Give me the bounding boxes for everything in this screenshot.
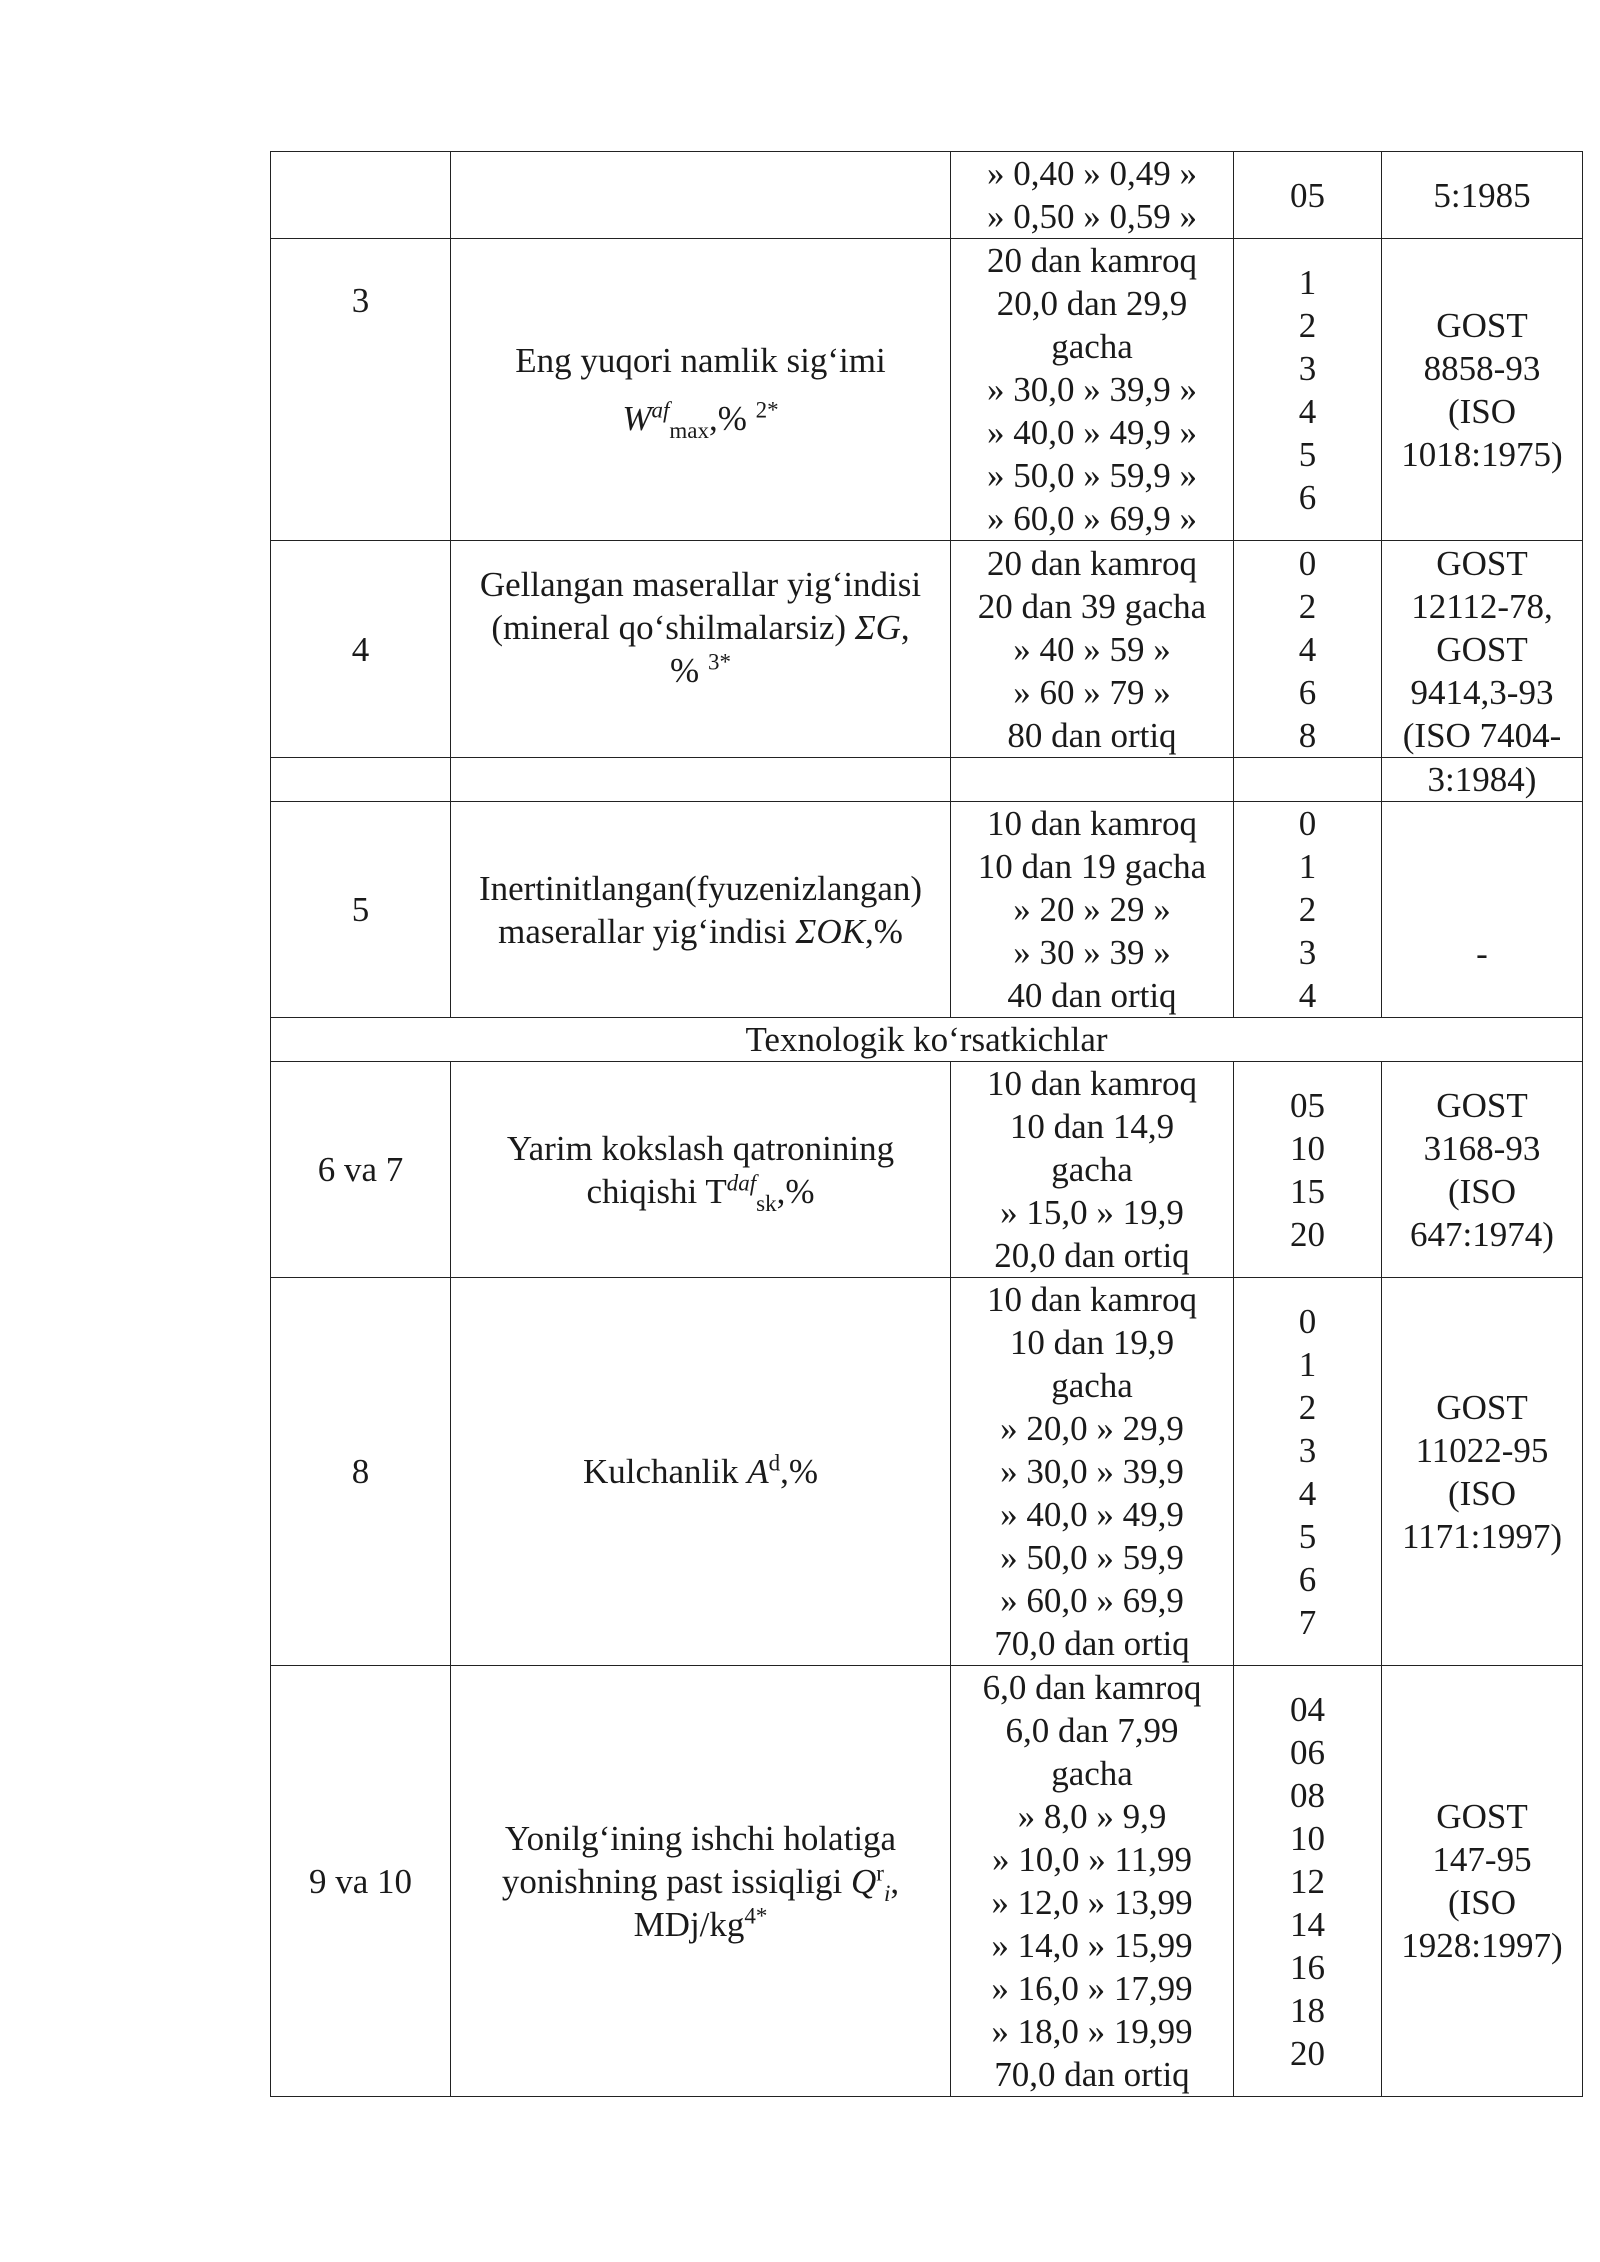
indicator-subscript: sk (756, 1190, 777, 1216)
code-cell (1234, 1666, 1382, 2097)
standard-value: (ISO 7404- (1402, 715, 1562, 755)
indicator-text: Eng yuqori namlik sig‘imi (515, 341, 886, 380)
code-value: 2 (1298, 890, 1317, 929)
range-value: » 60,0 » 69,9 » (987, 499, 1197, 538)
standard-value: GOST (1436, 543, 1528, 583)
code-value: 3 (1298, 348, 1317, 388)
range-value: » 40,0 » 49,9 » (987, 413, 1197, 452)
range-value: gacha (1051, 1366, 1133, 1405)
row-number: 8 (351, 1452, 370, 1491)
range-value: » 60 » 79 » (1013, 672, 1171, 712)
standard-cell (1382, 239, 1583, 541)
code-value: 18 (1290, 1990, 1325, 2030)
range-value: 80 dan ortiq (1007, 715, 1177, 755)
code-value: 1 (1298, 1344, 1317, 1384)
standard-value: 5:1985 (1433, 175, 1531, 215)
indicator-text: Yarim kokslash qatronining (506, 1128, 895, 1168)
standard-cell (1382, 1278, 1583, 1666)
standard-value: - (1476, 934, 1488, 973)
range-value: » 30 » 39 » (1013, 933, 1171, 972)
row-number-cell (271, 1666, 451, 2097)
standard-value: GOST (1436, 1797, 1528, 1836)
table-row (271, 152, 1583, 239)
code-value: 1 (1298, 847, 1317, 886)
indicator-subscript: max (669, 418, 709, 443)
range-value: gacha (1051, 1150, 1133, 1189)
code-value: 5 (1298, 1516, 1317, 1556)
code-value: 7 (1298, 1602, 1317, 1642)
row-number-cell (271, 239, 451, 541)
range-value: 20 dan 39 gacha (977, 586, 1207, 626)
indicator-formula: chiqishi $T^{daf}_{sk},\%$ (586, 1169, 815, 1216)
indicator-formula: Kulchanlik $A^d,\%$ (582, 1450, 819, 1491)
indicator-symbol: W (622, 399, 652, 438)
standard-value: 647:1974) (1410, 1214, 1554, 1254)
code-value: 4 (1298, 391, 1317, 431)
range-cell (951, 1062, 1234, 1278)
range-cell (951, 802, 1234, 1018)
row-number: 9 va 10 (308, 1861, 413, 1901)
indicator-cell (451, 802, 951, 1018)
range-value: » 18,0 » 19,99 (991, 2012, 1193, 2051)
standard-value: GOST (1436, 629, 1528, 669)
indicator-unit: MDj/$kg^{4*}$ (633, 1902, 768, 1944)
standard-value: 1018:1975) (1401, 434, 1563, 474)
standard-cell (1382, 152, 1583, 239)
code-value: 04 (1290, 1689, 1325, 1729)
code-value: 2 (1298, 586, 1317, 626)
code-cell (1234, 239, 1382, 541)
code-cell (1234, 1278, 1382, 1666)
range-value: » 16,0 » 17,99 (991, 1969, 1193, 2008)
row-number-cell (271, 152, 451, 239)
range-cell (951, 152, 1234, 239)
standard-value: 3168-93 (1423, 1128, 1541, 1168)
row-number: 6 va 7 (317, 1150, 404, 1189)
table-row (271, 541, 1583, 758)
code-value: 6 (1298, 477, 1317, 517)
indicator-cell (451, 758, 951, 802)
code-value: 12 (1290, 1861, 1325, 1901)
code-cell (1234, 758, 1382, 802)
code-value: 05 (1290, 175, 1325, 215)
indicator-cell (451, 1062, 951, 1278)
standard-value: 9414,3-93 (1410, 672, 1554, 712)
range-value: gacha (1051, 1754, 1133, 1793)
indicator-cell (451, 541, 951, 758)
range-cell (951, 758, 1234, 802)
range-value: 10 dan kamroq (987, 1064, 1197, 1103)
indicator-unit: ,% (709, 399, 747, 438)
range-value: 20 dan kamroq (987, 241, 1197, 280)
indicator-cell (451, 152, 951, 239)
code-value: 4 (1298, 629, 1317, 669)
standard-value: 11022-95 (1415, 1430, 1549, 1470)
row-number-cell (271, 802, 451, 1018)
code-value: 05 (1290, 1085, 1325, 1125)
row-number-cell (271, 1278, 451, 1666)
code-value: 06 (1290, 1732, 1325, 1772)
code-value: 0 (1298, 543, 1317, 583)
range-cell (951, 541, 1234, 758)
range-value: 20 dan kamroq (987, 543, 1197, 583)
row-number-cell (271, 758, 451, 802)
row-number: 4 (351, 629, 370, 669)
code-value: 8 (1298, 715, 1317, 755)
row-number: 3 (351, 281, 370, 320)
range-value: 20,0 dan ortiq (994, 1236, 1190, 1275)
range-value: 6,0 dan kamroq (982, 1668, 1202, 1707)
standard-cell (1382, 802, 1583, 1018)
indicator-cell (451, 1666, 951, 2097)
code-value: 20 (1290, 2033, 1325, 2073)
indicator-superscript: r (876, 1859, 884, 1885)
code-value: 0 (1298, 804, 1317, 843)
code-value: 2 (1298, 305, 1317, 345)
range-value: 40 dan ortiq (1007, 976, 1177, 1015)
indicator-cell (451, 1278, 951, 1666)
code-cell (1234, 152, 1382, 239)
indicator-symbol: ΣOK (795, 911, 865, 951)
standard-cell (1382, 1062, 1583, 1278)
indicator-unit: % $^{3*}$ (670, 649, 731, 690)
range-value: » 15,0 » 19,9 (1000, 1193, 1184, 1232)
indicator-symbol: ΣG (854, 608, 901, 647)
footnote-mark: 3* (707, 649, 731, 675)
range-value: » 50,0 » 59,9 » (987, 456, 1197, 495)
code-value: 10 (1290, 1128, 1325, 1168)
range-cell (951, 1666, 1234, 2097)
indicator-symbol: A (747, 1452, 769, 1491)
row-number: 5 (351, 890, 370, 929)
code-cell (1234, 1062, 1382, 1278)
indicator-superscript: d (768, 1450, 781, 1476)
range-value: » 40,0 » 49,9 (1000, 1495, 1184, 1534)
range-value: 20,0 dan 29,9 (996, 284, 1188, 323)
range-value: 70,0 dan ortiq (994, 2055, 1190, 2094)
standard-value: GOST (1436, 305, 1528, 345)
table-row (271, 758, 1583, 802)
standard-value: (ISO (1447, 391, 1517, 431)
standard-value: (ISO (1447, 1171, 1517, 1211)
indicator-text: Inertinitlangan(fyuzenizlangan) (478, 868, 923, 908)
table-row (271, 1062, 1583, 1278)
code-value: 20 (1290, 1214, 1325, 1254)
indicator-superscript: af (651, 397, 670, 423)
standards-table (270, 151, 1583, 2097)
range-value: » 20 » 29 » (1013, 890, 1171, 929)
standard-value: 147-95 (1432, 1840, 1532, 1879)
range-value: » 40 » 59 » (1013, 629, 1171, 669)
table-row (271, 1278, 1583, 1666)
indicator-subscript: i (883, 1880, 891, 1906)
code-value: 2 (1298, 1387, 1317, 1427)
standard-cell (1382, 1666, 1583, 2097)
code-value: 1 (1298, 262, 1317, 302)
range-cell (951, 1278, 1234, 1666)
standard-cell (1382, 541, 1583, 758)
range-value: 10 dan kamroq (987, 1280, 1197, 1319)
footnote-mark: 4* (744, 1902, 768, 1928)
code-value: 3 (1298, 1430, 1317, 1470)
range-value: » 20,0 » 29,9 (1000, 1409, 1184, 1448)
code-value: 3 (1298, 933, 1317, 972)
table-row (271, 1666, 1583, 2097)
section-heading: Texnologik ko‘rsatkichlar (271, 1018, 1583, 1062)
code-value: 6 (1298, 672, 1317, 712)
range-cell (951, 239, 1234, 541)
range-value: » 0,50 » 0,59 » (987, 197, 1197, 236)
standard-value: 8858-93 (1423, 348, 1541, 388)
indicator-formula: yonishning past issiqligi $Q^r_i$, (501, 1859, 900, 1906)
table-row (271, 239, 1583, 541)
code-value: 16 (1290, 1947, 1325, 1987)
indicator-text: Yonilg‘ining ishchi holatiga (504, 1818, 897, 1858)
code-value: 15 (1290, 1171, 1325, 1211)
range-value: 10 dan 19,9 (1009, 1323, 1175, 1362)
standard-value: GOST (1436, 1387, 1528, 1427)
code-cell (1234, 802, 1382, 1018)
code-value: 4 (1298, 976, 1317, 1015)
code-cell (1234, 541, 1382, 758)
standard-value: (ISO (1447, 1883, 1517, 1922)
code-value: 4 (1298, 1473, 1317, 1513)
range-value: » 12,0 » 13,99 (991, 1883, 1193, 1922)
range-value: » 0,40 » 0,49 » (987, 154, 1197, 193)
standard-value: 1928:1997) (1401, 1926, 1563, 1965)
range-value: » 14,0 » 15,99 (991, 1926, 1193, 1965)
range-value: gacha (1051, 327, 1133, 366)
range-value: » 60,0 » 69,9 (1000, 1581, 1184, 1620)
indicator-text: maserallar yig‘indisi ΣOK,% (498, 911, 903, 951)
indicator-symbol: Q (850, 1861, 877, 1901)
standard-value: 3:1984) (1427, 760, 1537, 799)
range-value: » 50,0 » 59,9 (1000, 1538, 1184, 1577)
standard-value: GOST (1436, 1085, 1528, 1125)
range-value: 70,0 dan ortiq (994, 1624, 1190, 1663)
standard-value: 12112-78, (1411, 586, 1553, 626)
range-value: 6,0 dan 7,99 (1005, 1711, 1179, 1750)
table-row (271, 802, 1583, 1018)
code-value: 5 (1298, 434, 1317, 474)
range-value: » 10,0 » 11,99 (992, 1840, 1192, 1879)
code-value: 14 (1290, 1904, 1325, 1944)
range-value: 10 dan 14,9 (1009, 1107, 1175, 1146)
row-number-cell (271, 541, 451, 758)
code-value: 08 (1290, 1775, 1325, 1815)
indicator-superscript: daf (726, 1169, 757, 1195)
row-number-cell (271, 1062, 451, 1278)
range-value: 10 dan 19 gacha (977, 847, 1207, 886)
indicator-formula (459, 397, 942, 443)
code-value: 6 (1298, 1559, 1317, 1599)
standard-value: 1171:1997) (1401, 1516, 1563, 1556)
indicator-text: Gellangan maserallar yig‘indisi (479, 565, 922, 604)
range-value: » 8,0 » 9,9 (1017, 1797, 1167, 1836)
standard-cell (1382, 758, 1583, 802)
standard-value: (ISO (1447, 1473, 1517, 1513)
indicator-text: (mineral qo‘shilmalarsiz) ΣG, (491, 608, 910, 647)
range-value: » 30,0 » 39,9 » (987, 370, 1197, 409)
code-value: 10 (1290, 1818, 1325, 1858)
indicator-cell (451, 239, 951, 541)
code-value: 0 (1298, 1301, 1317, 1341)
range-value: » 30,0 » 39,9 (1000, 1452, 1184, 1491)
section-row (271, 1018, 1583, 1062)
footnote-mark: 2* (755, 397, 779, 423)
range-value: 10 dan kamroq (987, 804, 1197, 843)
